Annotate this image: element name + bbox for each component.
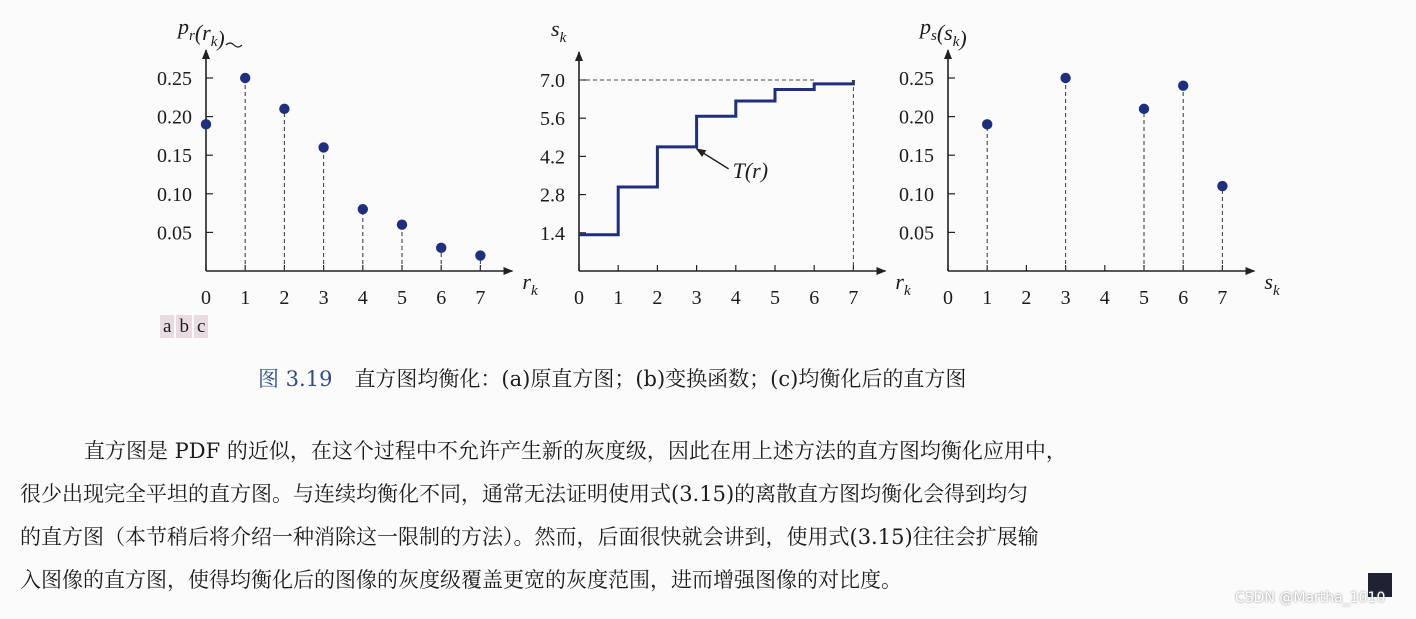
y-tick-label: 0.20 <box>899 106 934 129</box>
y-axis-label: $s_k$ <box>551 16 567 46</box>
y-tick-label: 5.6 <box>540 108 565 131</box>
paragraph-line-2: 很少出现完全平坦的直方图。与连续均衡化不同，通常无法证明使用式(3.15)的离散直方图均衡化会得到均匀 <box>20 482 1029 506</box>
y-tick-label: 0.15 <box>157 145 192 168</box>
y-axis-label: $p_s(s_k)$ <box>920 14 967 51</box>
x-tick-label: 7 <box>475 287 486 309</box>
x-tick-label: 0 <box>201 287 211 309</box>
x-tick-label: 5 <box>770 287 780 309</box>
x-tick-label: 3 <box>1060 287 1071 309</box>
data-point <box>1217 181 1227 191</box>
x-tick-label: 3 <box>691 287 702 309</box>
x-tick-label: 1 <box>240 287 251 309</box>
paragraph-line-4: 入图像的直方图，使得均衡化后的图像的灰度级覆盖更宽的灰度范围，进而增强图像的对比度。 <box>20 568 902 592</box>
x-tick-label: 2 <box>652 287 663 309</box>
x-axis-label: $r_k$ <box>522 269 538 299</box>
chart-a <box>157 14 538 309</box>
y-tick-label: 0.25 <box>899 68 934 90</box>
data-point <box>1178 81 1188 91</box>
body-paragraph <box>20 430 1405 602</box>
y-tick-label: 4.2 <box>540 146 565 169</box>
x-tick-label: 6 <box>809 287 820 309</box>
watermark: CSDN @Martha_1010 <box>1235 590 1386 606</box>
x-tick-label: 6 <box>436 287 447 309</box>
x-tick-label: 2 <box>279 287 290 309</box>
x-tick-label: 5 <box>1139 287 1149 309</box>
x-axis-label: $r_k$ <box>895 269 911 299</box>
paragraph-line-1: 直方图是 PDF 的近似，在这个过程中不允许产生新的灰度级，因此在用上述方法的直方图均衡化应用中， <box>84 439 1067 463</box>
x-tick-label: 1 <box>613 287 624 309</box>
figure-label: 图 3.19 <box>258 367 333 391</box>
x-tick-label: 1 <box>982 287 993 309</box>
panel-letter-a: a <box>160 315 174 338</box>
panel-letters <box>160 316 210 338</box>
chart-c <box>899 14 1280 309</box>
y-tick-label: 1.4 <box>540 222 565 245</box>
tilde-mark <box>226 43 242 47</box>
step-function-line <box>579 80 853 235</box>
data-point <box>1060 73 1070 83</box>
panel-letter-b: b <box>176 315 192 338</box>
data-point <box>358 204 368 214</box>
annotation-arrow <box>697 149 729 169</box>
x-tick-label: 2 <box>1021 287 1032 309</box>
panel-letter-c: c <box>194 315 208 338</box>
y-tick-label: 0.15 <box>899 145 934 168</box>
annotation-label: T(r) <box>732 157 769 183</box>
data-point <box>279 104 289 114</box>
y-tick-label: 0.10 <box>899 183 934 206</box>
x-tick-label: 0 <box>943 287 953 309</box>
y-tick-label: 7.0 <box>540 70 565 92</box>
y-tick-label: 0.05 <box>899 222 934 245</box>
x-tick-label: 4 <box>1099 287 1110 309</box>
y-tick-label: 2.8 <box>540 184 565 207</box>
y-tick-label: 0.10 <box>157 183 192 206</box>
caption-text: 直方图均衡化：(a)原直方图；(b)变换函数；(c)均衡化后的直方图 <box>354 367 967 391</box>
paragraph-line-3: 的直方图（本节稍后将介绍一种消除这一限制的方法）。然而，后面很快就会讲到，使用式(3.15)往往会扩展输 <box>20 525 1039 549</box>
data-point <box>1139 104 1149 114</box>
data-point <box>397 219 407 229</box>
chart-b <box>540 16 911 309</box>
x-tick-label: 6 <box>1178 287 1189 309</box>
y-tick-label: 0.20 <box>157 106 192 129</box>
x-tick-label: 7 <box>848 287 859 309</box>
figure-caption <box>258 363 966 393</box>
data-point <box>475 250 485 260</box>
data-point <box>436 243 446 253</box>
y-tick-label: 0.25 <box>157 68 192 90</box>
x-axis-label: $s_k$ <box>1264 269 1280 299</box>
y-axis-label: $p_r(r_k)$ <box>178 14 225 51</box>
x-tick-label: 0 <box>574 287 584 309</box>
data-point <box>318 142 328 152</box>
data-point <box>240 73 250 83</box>
data-point <box>982 119 992 129</box>
x-tick-label: 3 <box>318 287 329 309</box>
x-tick-label: 4 <box>730 287 741 309</box>
x-tick-label: 5 <box>397 287 407 309</box>
x-tick-label: 4 <box>357 287 368 309</box>
data-point <box>201 119 211 129</box>
x-tick-label: 7 <box>1217 287 1228 309</box>
y-tick-label: 0.05 <box>157 222 192 245</box>
